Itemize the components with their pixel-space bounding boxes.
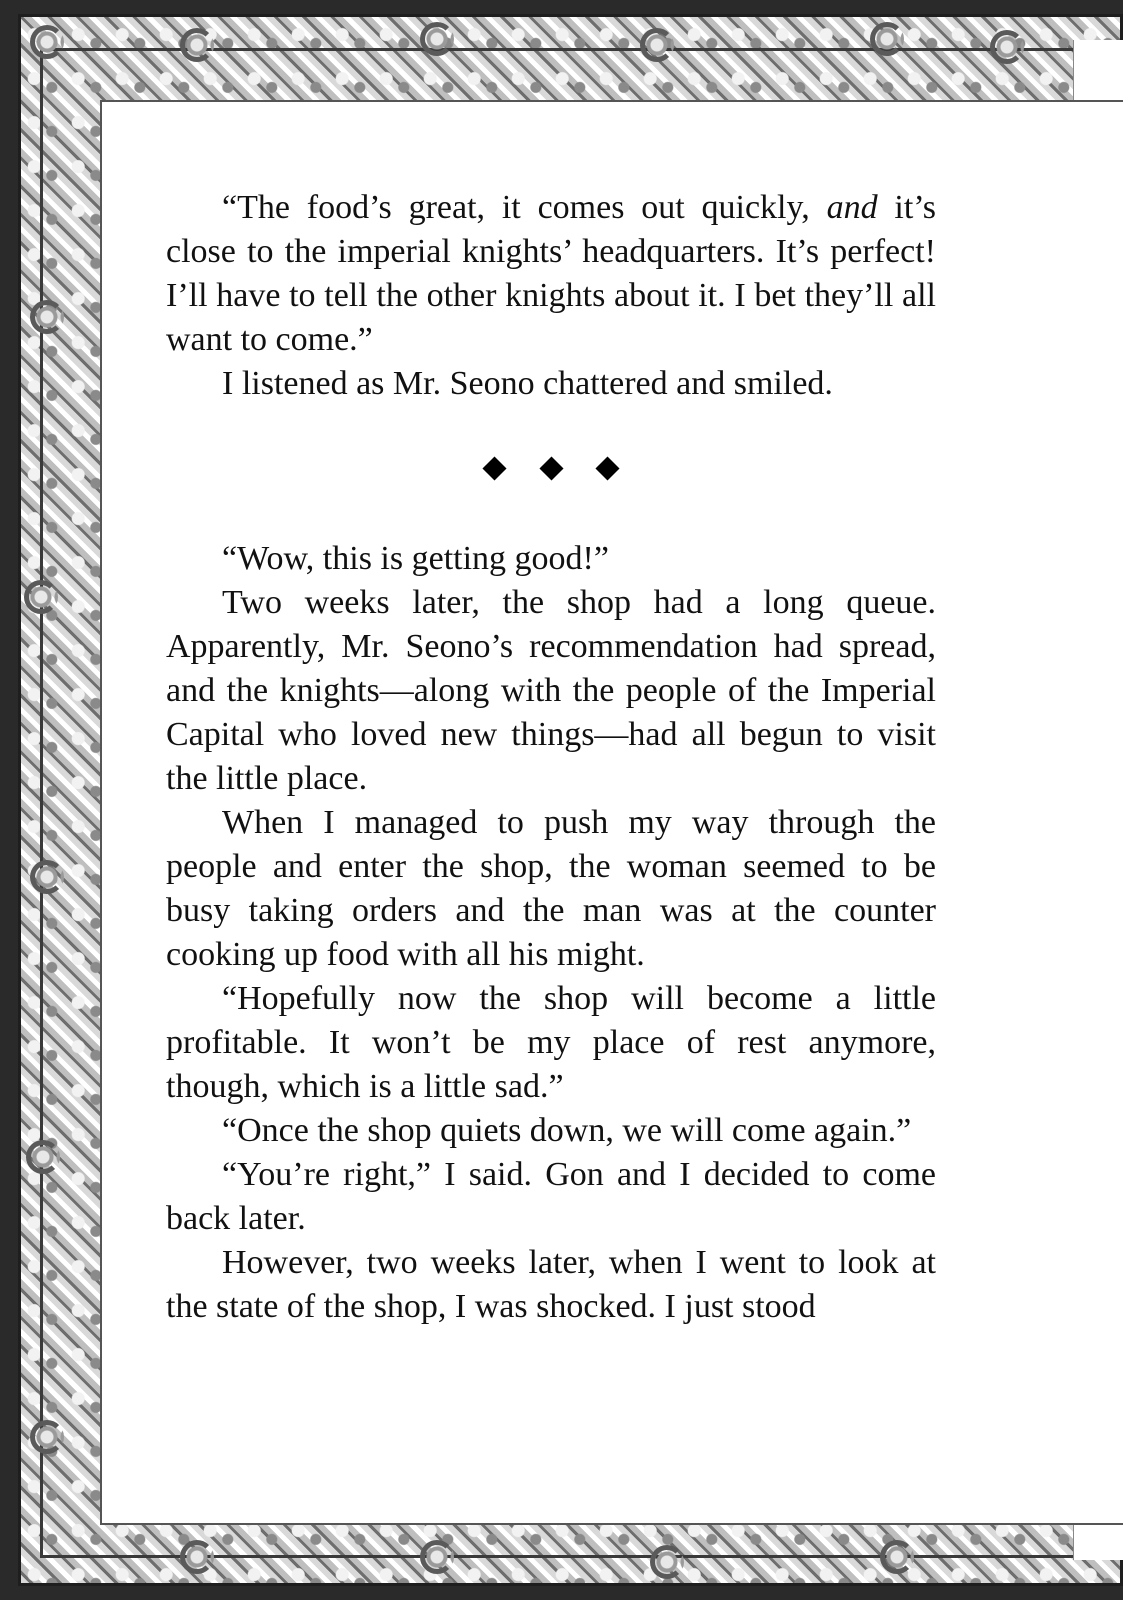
paragraph: However, two weeks later, when I went to look at the state of the shop, I was shocked. I just stood [166,1244,936,1325]
scroll-ornament-icon [650,1545,684,1579]
scroll-ornament-icon [30,25,64,59]
paragraph: “You’re right,” I said. Gon and I decided to come back later. [166,1156,936,1237]
scroll-ornament-icon [640,28,674,62]
scroll-ornament-icon [30,860,64,894]
text-section-2 [166,537,936,1329]
scroll-ornament-icon [30,300,64,334]
scroll-ornament-icon [880,1540,914,1574]
paragraph: “Wow, this is getting good!” [222,540,609,577]
diamond-icon [482,456,506,480]
scroll-ornament-icon [420,1540,454,1574]
scroll-ornament-icon [420,22,454,56]
diamond-icon [539,456,563,480]
scroll-ornament-icon [24,580,58,614]
paragraph: Two weeks later, the shop had a long queue. Apparently, Mr. Seono’s recommendation had spread, and the knights—along with the people of the Imperial Capital who loved new things—had all begun to visit the little place. [166,584,936,797]
paragraph: “The food’s great, it comes out quickly, and it’s close to the imperial knights’ headquarters. It’s perfect! I’ll have to tell the other knights about it. I bet they’ll all want to come.” [166,189,936,358]
paragraph: I listened as Mr. Seono chattered and smiled. [222,365,833,402]
scroll-ornament-icon [180,28,214,62]
scroll-ornament-icon [870,22,904,56]
scroll-ornament-icon [26,1140,60,1174]
paragraph: When I managed to push my way through the people and enter the shop, the woman seemed to be busy taking orders and the man was at the counter cooking up food with all his might. [166,804,936,973]
text-section-1 [166,186,936,406]
paragraph: “Once the shop quiets down, we will come again.” [222,1112,912,1149]
scroll-ornament-icon [990,30,1024,64]
scroll-ornament-icon [30,1420,64,1454]
diamond-icon [595,456,619,480]
scene-break [476,448,626,488]
scroll-ornament-icon [180,1540,214,1574]
paragraph: “Hopefully now the shop will become a little profitable. It won’t be my place of rest anymore, though, which is a little sad.” [166,980,936,1105]
